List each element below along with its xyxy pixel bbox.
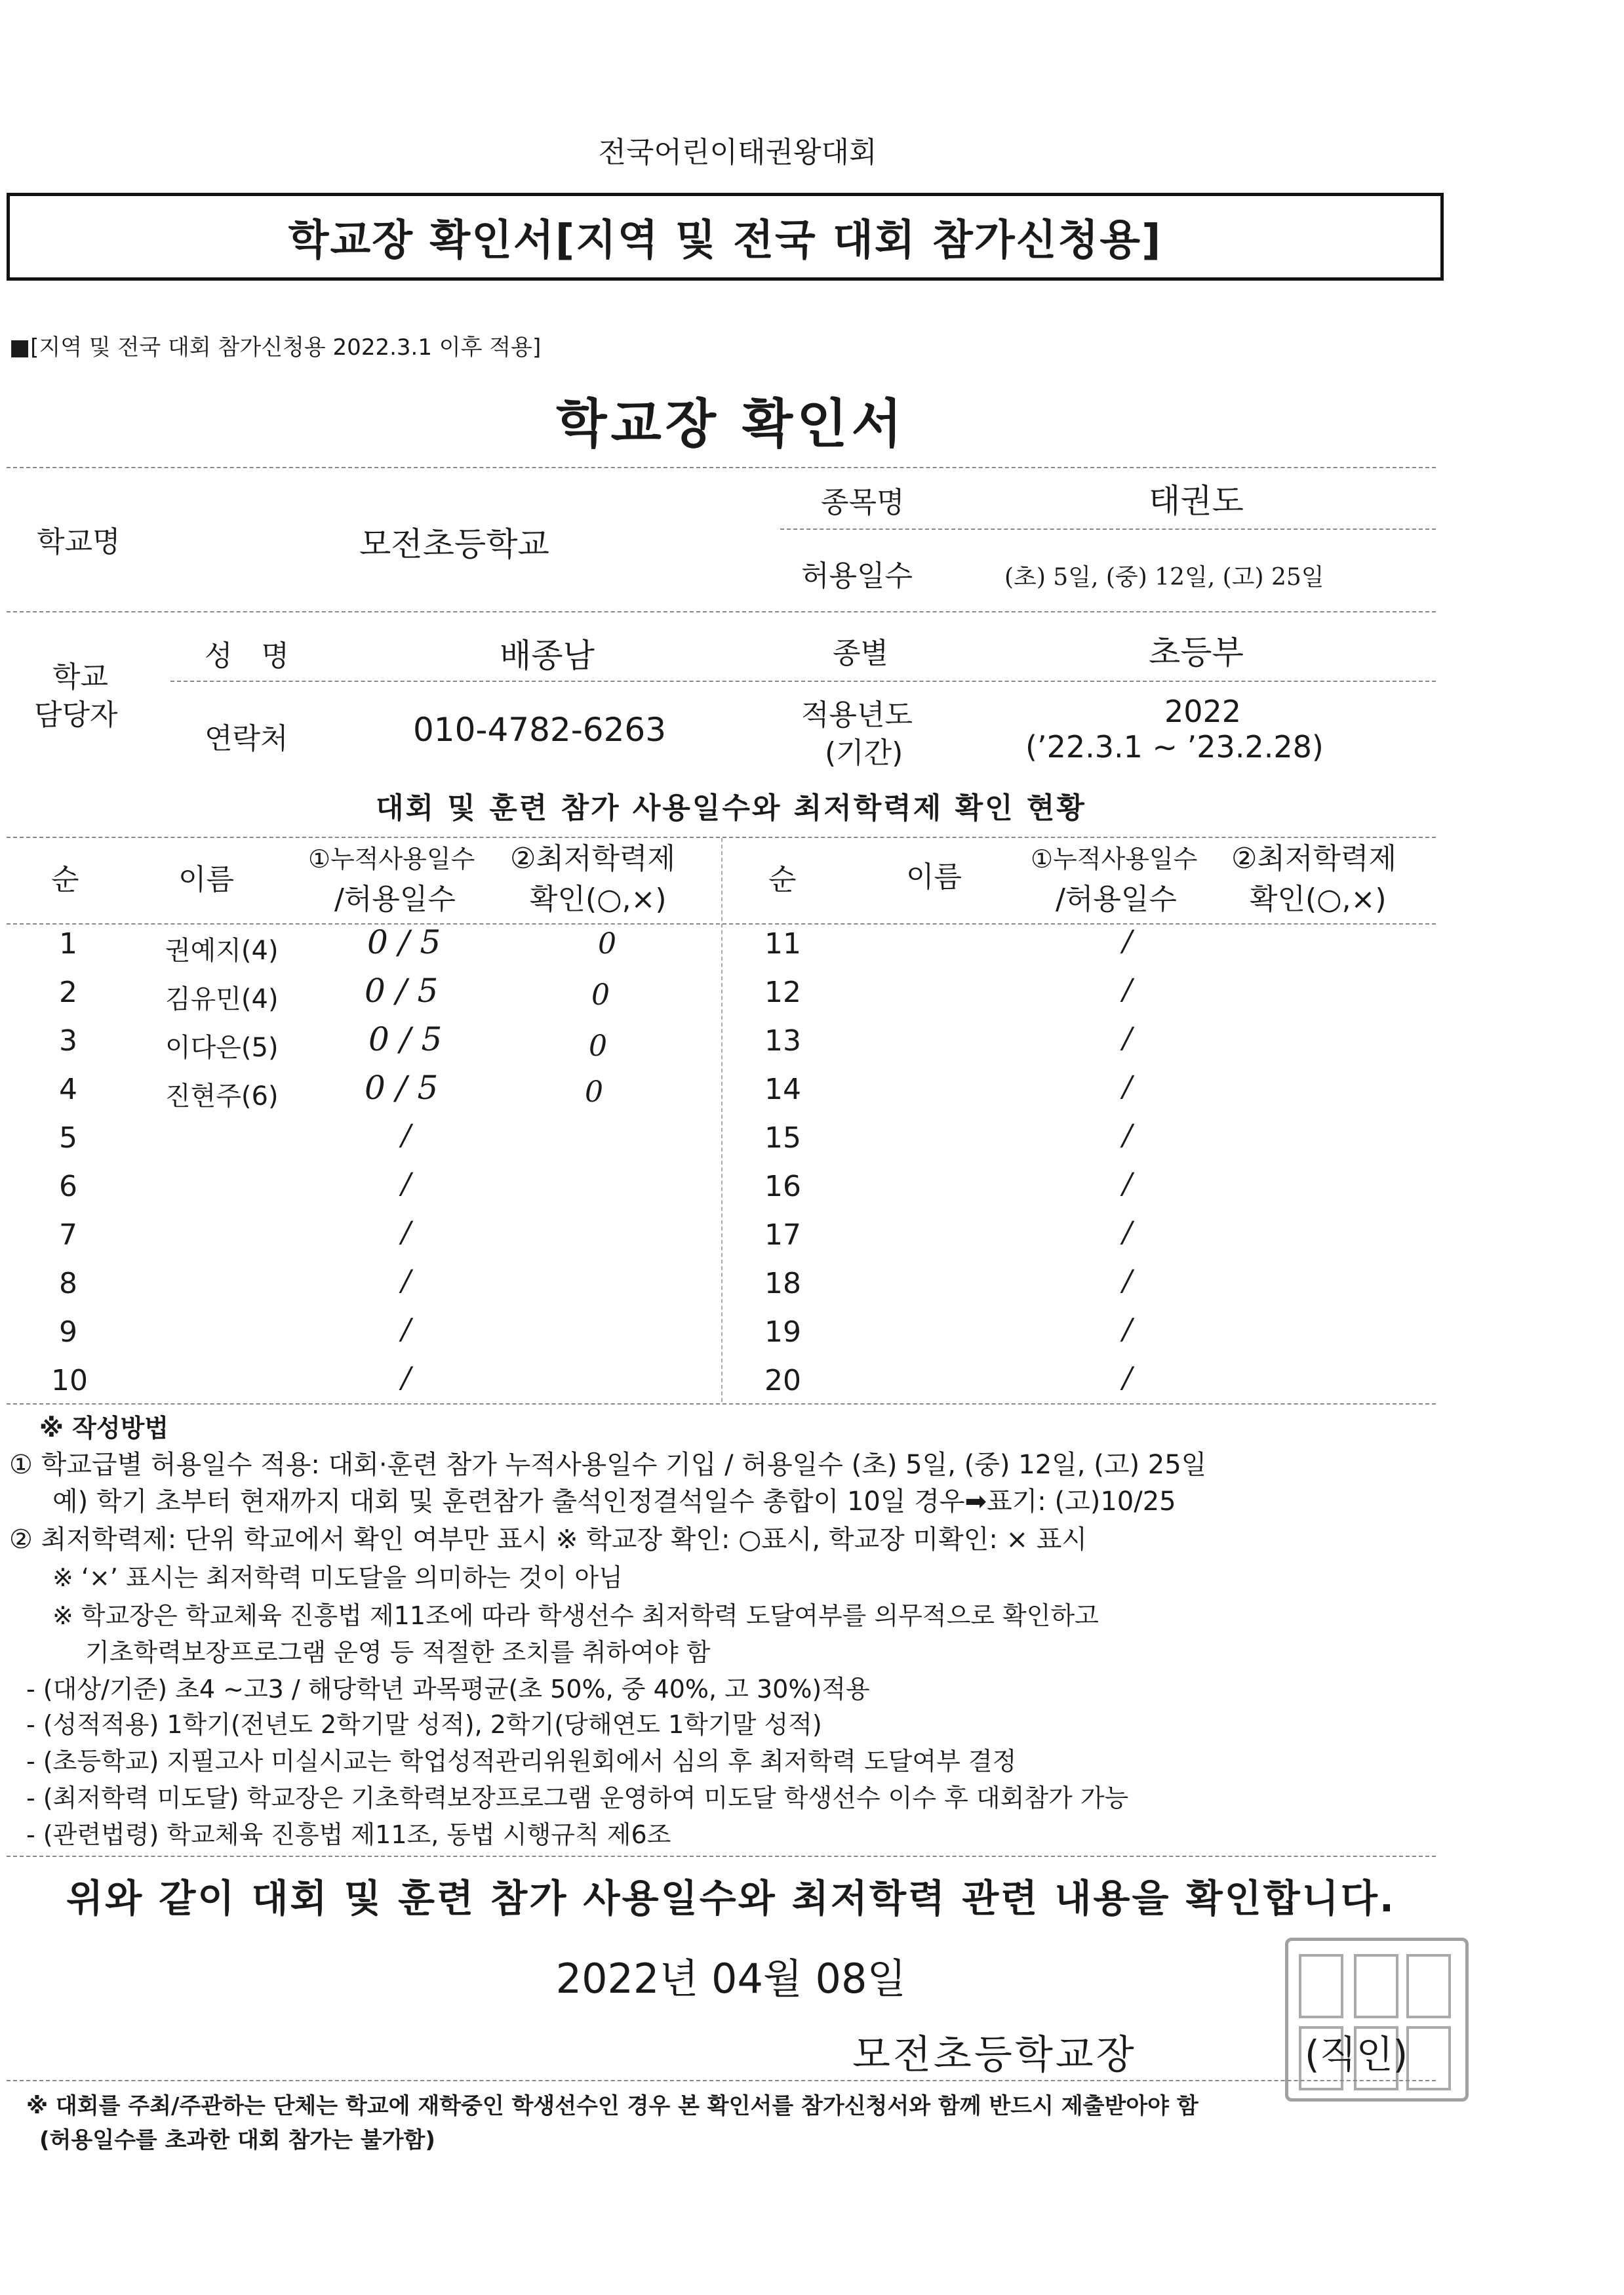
row-no: 15 — [764, 1121, 801, 1155]
col-header-min-right-2: 확인(○,×) — [1250, 883, 1387, 916]
divider — [7, 467, 1436, 468]
col-header-min-left-1: ②최저학력제 — [510, 842, 675, 875]
days-value: / — [1122, 1022, 1132, 1055]
row-no: 14 — [764, 1073, 801, 1106]
days-value: / — [1122, 973, 1132, 1007]
row-no: 10 — [51, 1364, 88, 1397]
col-header-no-right: 순 — [768, 863, 797, 896]
divider — [7, 2080, 1436, 2081]
student-name: 김유민(4) — [165, 984, 279, 1014]
min-check: 0 — [598, 927, 616, 961]
event-label: 종목명 — [821, 486, 905, 519]
row-no: 13 — [764, 1024, 801, 1058]
document-title: 학교장 확인서[지역 및 전국 대회 참가신청용] — [288, 216, 1162, 265]
year-value-line2: (’22.3.1 ~ ’23.2.28) — [1025, 729, 1324, 765]
issue-date: 2022년 04월 08일 — [555, 1955, 907, 2003]
col-header-no-left: 순 — [51, 863, 79, 896]
row-no: 18 — [764, 1267, 801, 1300]
days-value: 0 / 5 — [365, 1069, 439, 1107]
document-title-box — [7, 193, 1444, 281]
signer-name: 모전초등학교장 — [852, 2032, 1137, 2078]
days-value: 0 / 5 — [368, 1020, 443, 1058]
applicability-note: ■[지역 및 전국 대회 참가신청용 2022.3.1 이후 적용] — [9, 334, 542, 361]
days-value: / — [1122, 1070, 1132, 1104]
col-header-name-left: 이름 — [178, 863, 235, 896]
method-line: - (초등학교) 지필고사 미실시교는 학업성적관리위원회에서 심의 후 최저학력 도달여부 결정 — [26, 1747, 1017, 1776]
row-no: 17 — [764, 1218, 801, 1252]
row-no: 19 — [764, 1315, 801, 1349]
event-value: 태권도 — [1149, 482, 1244, 520]
student-name: 이다은(5) — [165, 1033, 279, 1063]
days-value: / — [1122, 1216, 1132, 1249]
col-header-days-left-1: ①누적사용일수 — [308, 845, 475, 873]
days-value: 0 / 5 — [365, 972, 439, 1010]
row-no: 5 — [59, 1121, 77, 1155]
year-value-line1: 2022 — [1164, 694, 1242, 729]
days-value: / — [1122, 925, 1132, 958]
method-line: 기초학력보장프로그램 운영 등 적절한 조치를 취하여야 함 — [85, 1638, 711, 1667]
row-no: 7 — [59, 1218, 77, 1252]
row-no: 6 — [59, 1170, 77, 1203]
footnote-line: ※ 대회를 주최/주관하는 단체는 학교에 재학중인 학생선수인 경우 본 확인서를 참가신청서와 함께 반드시 제출받아야 함 — [26, 2093, 1198, 2119]
days-value: / — [401, 1167, 411, 1201]
col-header-min-right-1: ②최저학력제 — [1231, 842, 1396, 875]
row-no: 8 — [59, 1267, 77, 1300]
divider — [7, 1856, 1436, 1857]
col-header-days-right-2: /허용일수 — [1056, 883, 1177, 916]
division-value: 초등부 — [1149, 633, 1244, 671]
method-line: 예) 학기 초부터 현재까지 대회 및 훈련참가 출석인정결석일수 총합이 10일 경우➡표기: (고)10/25 — [52, 1487, 1176, 1517]
min-check: 0 — [585, 1075, 603, 1109]
row-no: 3 — [59, 1024, 77, 1058]
confirmation-statement: 위와 같이 대회 및 훈련 참가 사용일수와 최저학력 관련 내용을 확인합니다. — [66, 1876, 1396, 1921]
divider — [7, 611, 1436, 612]
min-check: 0 — [589, 1029, 607, 1063]
days-value: / — [1122, 1119, 1132, 1152]
table-bottom-rule — [7, 1403, 1436, 1405]
method-line: ② 최저학력제: 단위 학교에서 확인 여부만 표시 ※ 학교장 확인: ○표시, 학교장 미확인: × 표시 — [9, 1525, 1088, 1555]
row-no: 20 — [764, 1364, 801, 1397]
year-label-line2: (기간) — [825, 736, 903, 770]
days-value: / — [1122, 1264, 1132, 1298]
method-line: - (관련법령) 학교체육 진흥법 제11조, 동법 시행규칙 제6조 — [26, 1820, 671, 1849]
days-value: / — [1122, 1167, 1132, 1201]
days-value: / — [401, 1119, 411, 1152]
row-no: 1 — [59, 927, 77, 961]
name-label: 성 명 — [205, 639, 290, 673]
table-center-rule — [721, 838, 723, 1402]
allow-days-value: (초) 5일, (중) 12일, (고) 25일 — [1004, 564, 1324, 591]
row-no: 16 — [764, 1170, 801, 1203]
seal-label: (직인) — [1305, 2032, 1408, 2077]
table-title: 대회 및 훈련 참가 사용일수와 최저학력제 확인 현황 — [376, 791, 1086, 825]
method-line: - (대상/기준) 초4 ~고3 / 해당학년 과목평균(초 50%, 중 40%, 고 30%)적용 — [26, 1675, 870, 1704]
staff-label-line1: 학교 — [52, 660, 109, 694]
main-title: 학교장 확인서 — [556, 393, 906, 454]
student-name: 진현주(6) — [165, 1081, 279, 1111]
divider — [780, 529, 1436, 530]
row-no: 9 — [59, 1315, 77, 1349]
method-line: ※ 학교장은 학교체육 진흥법 제11조에 따라 학생선수 최저학력 도달여부를 의무적으로 확인하고 — [52, 1601, 1099, 1630]
method-line: - (성적적용) 1학기(전년도 2학기말 성적), 2학기(당해연도 1학기말 성적) — [26, 1710, 822, 1739]
year-label-line1: 적용년도 — [801, 698, 913, 732]
name-value: 배종남 — [500, 637, 595, 675]
footnote-line: (허용일수를 초과한 대회 참가는 불가함) — [39, 2127, 435, 2153]
method-heading: ※ 작성방법 — [39, 1414, 169, 1443]
col-header-min-left-2: 확인(○,×) — [530, 883, 667, 916]
col-header-name-right: 이름 — [906, 860, 962, 894]
student-name: 권예지(4) — [165, 936, 279, 966]
organization-name: 전국어린이태권왕대회 — [598, 136, 877, 169]
col-header-days-left-2: /허용일수 — [334, 883, 456, 916]
division-label: 종별 — [833, 637, 889, 670]
days-value: / — [401, 1264, 411, 1298]
contact-value: 010-4782-6263 — [413, 711, 667, 749]
col-header-days-right-1: ①누적사용일수 — [1031, 845, 1198, 873]
school-label: 학교명 — [37, 525, 121, 559]
method-line: ※ ‘×’ 표시는 최저학력 미도달을 의미하는 것이 아님 — [52, 1563, 623, 1592]
divider — [170, 681, 1436, 682]
days-value: / — [401, 1216, 411, 1249]
staff-label-line2: 담당자 — [34, 698, 118, 732]
allow-days-label: 허용일수 — [801, 559, 913, 593]
method-line: ① 학교급별 허용일수 적용: 대회·훈련 참가 누적사용일수 기입 / 허용일수 (초) 5일, (중) 12일, (고) 25일 — [9, 1450, 1207, 1480]
days-value: / — [1122, 1313, 1132, 1346]
min-check: 0 — [591, 978, 610, 1012]
row-no: 11 — [764, 927, 801, 961]
row-no: 2 — [59, 976, 77, 1009]
row-no: 4 — [59, 1073, 77, 1106]
days-value: / — [401, 1313, 411, 1346]
contact-label: 연락처 — [205, 722, 288, 755]
school-value: 모전초등학교 — [359, 525, 549, 563]
method-line: - (최저학력 미도달) 학교장은 기초학력보장프로그램 운영하여 미도달 학생선수 이수 후 대회참가 가능 — [26, 1784, 1129, 1812]
days-value: / — [1122, 1361, 1132, 1395]
row-no: 12 — [764, 976, 801, 1009]
days-value: 0 / 5 — [367, 923, 441, 961]
days-value: / — [401, 1361, 411, 1395]
